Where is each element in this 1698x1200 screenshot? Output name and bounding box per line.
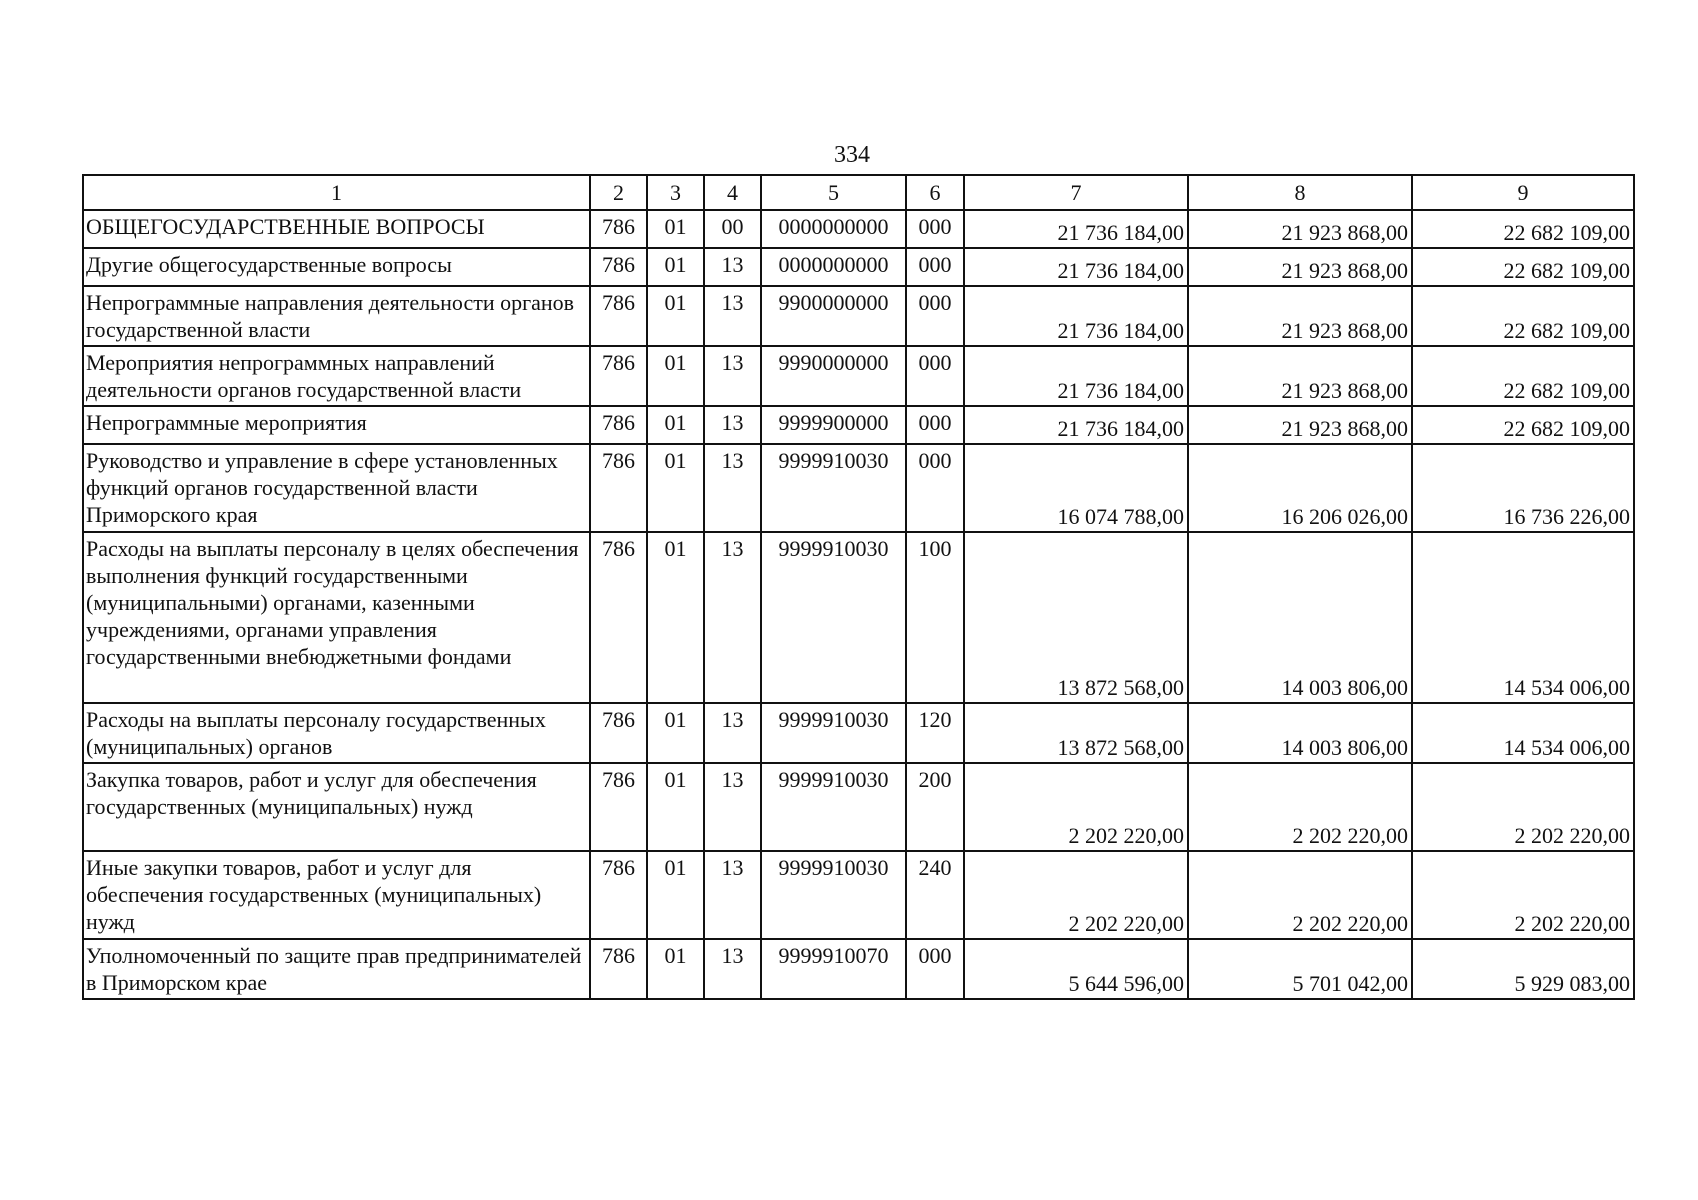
amount-col9: 22 682 109,00 (1412, 286, 1634, 346)
row-name: Мероприятия непрограммных направлений деятельности органов государственной власти (83, 346, 590, 406)
row-name: Непрограммные мероприятия (83, 406, 590, 444)
code-subsection: 13 (704, 444, 761, 532)
amount-col7: 2 202 220,00 (964, 763, 1188, 851)
code-expense-type: 000 (906, 346, 964, 406)
amount-col9: 22 682 109,00 (1412, 210, 1634, 248)
amount-col7: 2 202 220,00 (964, 851, 1188, 939)
code-expense-type: 120 (906, 703, 964, 763)
code-section: 01 (647, 939, 704, 999)
row-name: Руководство и управление в сфере установленных функций органов государственной власти Приморского края (83, 444, 590, 532)
code-target-article: 9999910030 (761, 763, 906, 851)
page-number: 334 (834, 142, 870, 168)
code-expense-type: 200 (906, 763, 964, 851)
table-row (83, 346, 1634, 406)
code-expense-type: 000 (906, 939, 964, 999)
row-name: ОБЩЕГОСУДАРСТВЕННЫЕ ВОПРОСЫ (83, 210, 590, 248)
code-section: 01 (647, 763, 704, 851)
code-target-article: 9990000000 (761, 346, 906, 406)
code-target-article: 9999900000 (761, 406, 906, 444)
code-expense-type: 000 (906, 210, 964, 248)
row-name: Закупка товаров, работ и услуг для обеспечения государственных (муниципальных) нужд (83, 763, 590, 851)
code-subsection: 00 (704, 210, 761, 248)
code-section: 01 (647, 532, 704, 703)
code-ministry: 786 (590, 248, 647, 286)
column-header: 8 (1188, 175, 1412, 210)
amount-col8: 21 923 868,00 (1188, 346, 1412, 406)
code-section: 01 (647, 406, 704, 444)
code-expense-type: 100 (906, 532, 964, 703)
code-target-article: 9999910070 (761, 939, 906, 999)
column-header: 6 (906, 175, 964, 210)
code-subsection: 13 (704, 406, 761, 444)
amount-col8: 2 202 220,00 (1188, 763, 1412, 851)
code-subsection: 13 (704, 248, 761, 286)
table-row (83, 763, 1634, 851)
table-row (83, 444, 1634, 532)
table-row (83, 286, 1634, 346)
code-section: 01 (647, 210, 704, 248)
row-name: Уполномоченный по защите прав предпринимателей в Приморском крае (83, 939, 590, 999)
code-ministry: 786 (590, 444, 647, 532)
table-row (83, 210, 1634, 248)
code-expense-type: 000 (906, 248, 964, 286)
amount-col8: 16 206 026,00 (1188, 444, 1412, 532)
table-row (83, 851, 1634, 939)
amount-col9: 14 534 006,00 (1412, 703, 1634, 763)
amount-col8: 21 923 868,00 (1188, 248, 1412, 286)
code-subsection: 13 (704, 703, 761, 763)
amount-col7: 21 736 184,00 (964, 286, 1188, 346)
row-name: Другие общегосударственные вопросы (83, 248, 590, 286)
code-subsection: 13 (704, 851, 761, 939)
amount-col8: 21 923 868,00 (1188, 406, 1412, 444)
table-row (83, 248, 1634, 286)
code-section: 01 (647, 444, 704, 532)
code-expense-type: 240 (906, 851, 964, 939)
code-ministry: 786 (590, 939, 647, 999)
code-target-article: 9999910030 (761, 532, 906, 703)
code-target-article: 9999910030 (761, 703, 906, 763)
code-target-article: 9999910030 (761, 444, 906, 532)
amount-col9: 14 534 006,00 (1412, 532, 1634, 703)
code-ministry: 786 (590, 210, 647, 248)
code-section: 01 (647, 248, 704, 286)
column-header: 7 (964, 175, 1188, 210)
code-target-article: 0000000000 (761, 210, 906, 248)
amount-col7: 5 644 596,00 (964, 939, 1188, 999)
amount-col8: 2 202 220,00 (1188, 851, 1412, 939)
code-subsection: 13 (704, 939, 761, 999)
column-header: 2 (590, 175, 647, 210)
amount-col8: 5 701 042,00 (1188, 939, 1412, 999)
code-section: 01 (647, 703, 704, 763)
amount-col9: 2 202 220,00 (1412, 851, 1634, 939)
code-target-article: 9900000000 (761, 286, 906, 346)
amount-col7: 13 872 568,00 (964, 532, 1188, 703)
table-row (83, 939, 1634, 999)
code-target-article: 0000000000 (761, 248, 906, 286)
amount-col9: 22 682 109,00 (1412, 346, 1634, 406)
code-ministry: 786 (590, 286, 647, 346)
code-subsection: 13 (704, 286, 761, 346)
header-row (83, 175, 1634, 210)
code-ministry: 786 (590, 346, 647, 406)
amount-col7: 21 736 184,00 (964, 248, 1188, 286)
amount-col9: 2 202 220,00 (1412, 763, 1634, 851)
amount-col7: 21 736 184,00 (964, 346, 1188, 406)
column-header: 5 (761, 175, 906, 210)
code-ministry: 786 (590, 763, 647, 851)
amount-col9: 5 929 083,00 (1412, 939, 1634, 999)
code-expense-type: 000 (906, 444, 964, 532)
amount-col8: 21 923 868,00 (1188, 210, 1412, 248)
code-ministry: 786 (590, 532, 647, 703)
code-target-article: 9999910030 (761, 851, 906, 939)
code-subsection: 13 (704, 763, 761, 851)
column-header: 1 (83, 175, 590, 210)
code-subsection: 13 (704, 346, 761, 406)
table-row (83, 703, 1634, 763)
code-subsection: 13 (704, 532, 761, 703)
code-section: 01 (647, 851, 704, 939)
amount-col8: 14 003 806,00 (1188, 703, 1412, 763)
row-name: Непрограммные направления деятельности органов государственной власти (83, 286, 590, 346)
code-section: 01 (647, 346, 704, 406)
code-expense-type: 000 (906, 286, 964, 346)
amount-col9: 16 736 226,00 (1412, 444, 1634, 532)
row-name: Расходы на выплаты персоналу государственных (муниципальных) органов (83, 703, 590, 763)
amount-col7: 16 074 788,00 (964, 444, 1188, 532)
amount-col9: 22 682 109,00 (1412, 406, 1634, 444)
code-section: 01 (647, 286, 704, 346)
row-name: Расходы на выплаты персоналу в целях обеспечения выполнения функций государственными (муниципальными) органами, казенными учреждениями, органами управления государственными внебюджетными фондами (83, 532, 590, 703)
code-ministry: 786 (590, 703, 647, 763)
amount-col7: 13 872 568,00 (964, 703, 1188, 763)
amount-col7: 21 736 184,00 (964, 210, 1188, 248)
table-row (83, 406, 1634, 444)
table-row (83, 532, 1634, 703)
amount-col7: 21 736 184,00 (964, 406, 1188, 444)
row-name: Иные закупки товаров, работ и услуг для обеспечения государственных (муниципальных) нужд (83, 851, 590, 939)
budget-table (82, 174, 1635, 1000)
code-ministry: 786 (590, 851, 647, 939)
amount-col8: 21 923 868,00 (1188, 286, 1412, 346)
code-expense-type: 000 (906, 406, 964, 444)
column-header: 4 (704, 175, 761, 210)
column-header: 9 (1412, 175, 1634, 210)
amount-col9: 22 682 109,00 (1412, 248, 1634, 286)
column-header: 3 (647, 175, 704, 210)
code-ministry: 786 (590, 406, 647, 444)
amount-col8: 14 003 806,00 (1188, 532, 1412, 703)
